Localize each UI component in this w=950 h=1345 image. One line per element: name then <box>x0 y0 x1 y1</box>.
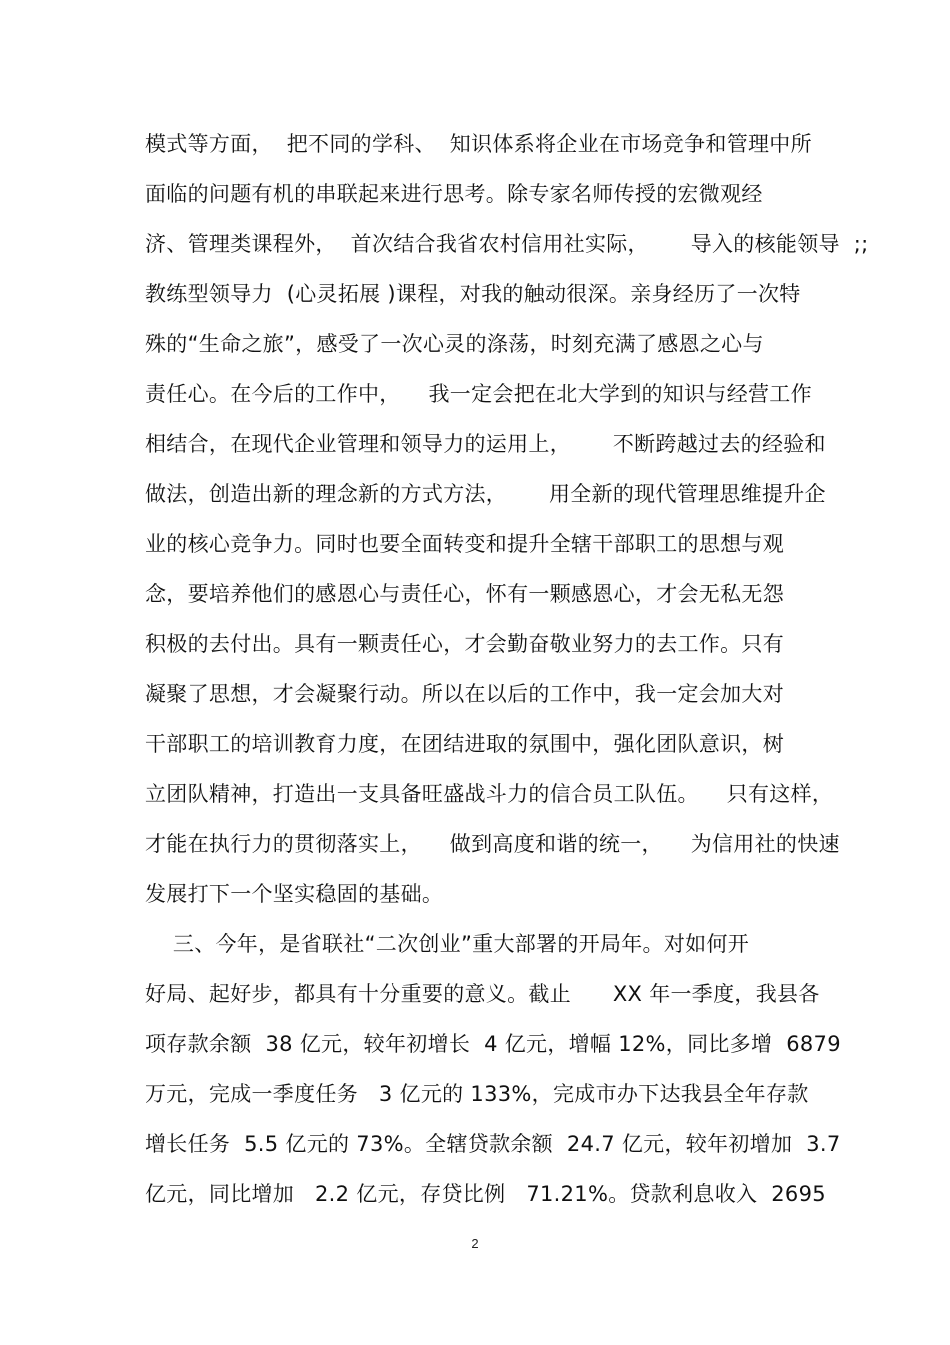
text-line: 才能在执行力的贯彻落实上， 做到高度和谐的统一， 为信用社的快速 <box>145 832 840 856</box>
text-line: 凝聚了思想，才会凝聚行动。所以在以后的工作中，我一定会加大对 <box>145 682 784 706</box>
text-line: 业的核心竞争力。同时也要全面转变和提升全辖干部职工的思想与观 <box>145 532 784 556</box>
text-line: 积极的去付出。具有一颗责任心，才会勤奋敬业努力的去工作。只有 <box>145 632 784 656</box>
text-line: 面临的问题有机的串联起来进行思考。除专家名师传授的宏微观经 <box>145 182 763 206</box>
paragraph-start-line: 三、今年，是省联社“二次创业”重大部署的开局年。对如何开 <box>145 932 750 956</box>
text-line: 相结合，在现代企业管理和领导力的运用上， 不断跨越过去的经验和 <box>145 432 826 456</box>
page-number: 2 <box>471 1236 479 1251</box>
text-line: 好局、起好步，都具有十分重要的意义。截止 XX 年一季度，我县各 <box>145 982 820 1006</box>
text-line: 发展打下一个坚实稳固的基础。 <box>145 882 444 906</box>
text-line: 亿元，同比增加 2.2 亿元，存贷比例 71.21%。贷款利息收入 2695 <box>145 1182 826 1206</box>
text-line: 增长任务 5.5 亿元的 73%。全辖贷款余额 24.7 亿元，较年初增加 3.7 <box>145 1132 841 1156</box>
text-line: 责任心。在今后的工作中， 我一定会把在北大学到的知识与经营工作 <box>145 382 812 406</box>
text-line: 做法，创造出新的理念新的方式方法， 用全新的现代管理思维提升企 <box>145 482 826 506</box>
text-line: 干部职工的培训教育力度，在团结进取的氛围中，强化团队意识，树 <box>145 732 784 756</box>
text-line: 模式等方面， 把不同的学科、 知识体系将企业在市场竞争和管理中所 <box>145 132 812 156</box>
text-line: 立团队精神，打造出一支具备旺盛战斗力的信合员工队伍。 只有这样， <box>145 782 834 806</box>
text-line: 项存款余额 38 亿元，较年初增长 4 亿元，增幅 12%，同比多增 6879 <box>145 1032 841 1056</box>
text-line: 教练型领导力 (心灵拓展 )课程，对我的触动很深。亲身经历了一次特 <box>145 282 801 306</box>
text-line: 万元，完成一季度任务 3 亿元的 133%，完成市办下达我县全年存款 <box>145 1082 809 1106</box>
text-line: 济、管理类课程外， 首次结合我省农村信用社实际， 导入的核能领导 ;; <box>145 232 869 256</box>
text-line: 殊的“生命之旅”，感受了一次心灵的涤荡，时刻充满了感恩之心与 <box>145 332 764 356</box>
text-line: 念，要培养他们的感恩心与责任心，怀有一颗感恩心，才会无私无怨 <box>145 582 784 606</box>
